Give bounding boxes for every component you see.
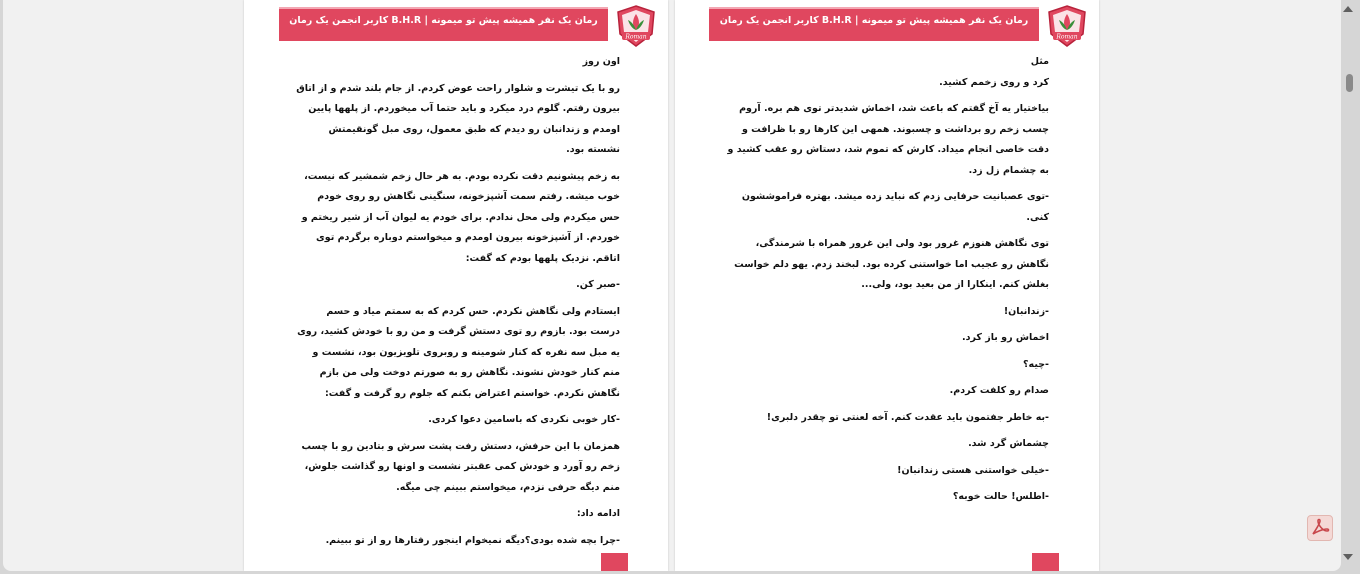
paragraph: -کار خوبی نکردی که باسامین دعوا کردی. bbox=[428, 414, 620, 425]
paragraph: -خیلی خواستنی هستی زندانبان! bbox=[897, 464, 1049, 476]
paragraph: به زخم پیشونیم دقت نکرده بودم. به هر حال زخم شمشیر که نیست، خوب میشه. رفتم سمت آشپزخونه، سنگینی نگاهش رو روی خودم حس میکردم ولی محل ندادم. برای خودم یه لیوان آب از شیر ریختم و خوردم. از آشپزخونه بیرون اومدم و میخواستم دوباره برگردم توی اتاقم. نزدیک پلهها بودم که گفت: bbox=[301, 170, 620, 264]
paragraph: صدام رو کلفت کردم. bbox=[949, 385, 1049, 396]
paragraph: ایستادم ولی نگاهش نکردم. حس کردم که به سمتم میاد و حسم درست بود. بازوم رو توی دستش گرفت و من رو با خودش کشید، روی یه مبل سه نفره که کنار شومینه و روبروی تلویزیون بود، نشست و منم کنار خودش نشوند. نگاهش رو به صورتم دوخت ولی من بازم نگاهش نکردم. خواستم اعتراض بکنم که جلوم رو گرفت و گفت: bbox=[297, 305, 620, 399]
svg-text:Roman: Roman bbox=[1056, 33, 1078, 41]
page-header-banner bbox=[709, 7, 1039, 41]
page-header-text: رمان یک نفر همیشه پیش تو میمونه | B.H.R کاربر انجمن یک رمان bbox=[289, 15, 598, 26]
paragraph: ادامه داد: bbox=[576, 508, 620, 519]
pdf-icon bbox=[1308, 516, 1332, 540]
paragraph: چشماش گرد شد. bbox=[968, 438, 1049, 449]
pdf-page-2 bbox=[244, 0, 668, 571]
paragraph: -چیه؟ bbox=[1023, 358, 1049, 370]
vertical-scrollbar[interactable] bbox=[1341, 0, 1357, 571]
paragraph: اخماش رو باز کرد. bbox=[962, 332, 1049, 343]
paragraph: -به خاطر جفتمون باید عقدت کنم. آخه لعنتی تو چقدر دلبری! bbox=[766, 411, 1049, 423]
paragraph: توی نگاهش هنوزم غرور بود ولی این غرور همراه با شرمندگی، نگاهش رو عجیب اما خواستنی کرده بود. لبخند زدم. یهو دلم خواست بغلش کنم. اینکارا از من بعید بود، ولی... bbox=[734, 238, 1049, 290]
page-body-text bbox=[727, 52, 1049, 514]
scrollbar-thumb[interactable] bbox=[1346, 74, 1353, 92]
scroll-up-icon[interactable] bbox=[1343, 6, 1353, 12]
svg-text:Roman: Roman bbox=[625, 33, 647, 41]
pdf-page-1 bbox=[675, 0, 1099, 571]
roman-logo-icon bbox=[1045, 4, 1089, 48]
scroll-down-icon[interactable] bbox=[1343, 554, 1353, 560]
roman-logo-icon bbox=[614, 4, 658, 48]
pdf-download-button[interactable] bbox=[1307, 515, 1333, 541]
paragraph: -اطلس! حالت خوبه؟ bbox=[952, 491, 1049, 502]
page-header-banner bbox=[279, 7, 608, 41]
paragraph: -چرا بچه شده بودی؟دیگه نمیخوام اینجور رفتارها رو از تو ببینم. bbox=[325, 534, 620, 546]
page-header-text: رمان یک نفر همیشه پیش تو میمونه | B.H.R کاربر انجمن یک رمان bbox=[719, 15, 1029, 26]
paragraph: رو با یک تیشرت و شلوار راحت عوض کردم. از جام بلند شدم و از اتاق بیرون رفتم. گلوم درد میکرد و باید حتما آب میخوردم. از پلهها پایین اومدم و زندانبان رو دیدم که طبق معمول، روی مبل گونقیمتش نشسته بود. bbox=[296, 82, 620, 155]
paragraph: -توی عصبانیت حرفایی زدم که نباید زده میشد. بهتره فراموششون کنی. bbox=[741, 191, 1049, 223]
page-footer-marker bbox=[601, 553, 628, 571]
paragraph: -زندانبان! bbox=[1003, 305, 1049, 317]
page-body-text bbox=[296, 52, 620, 557]
paragraph: همزمان با این حرفش، دستش رفت پشت سرش و بتادین رو با چسب زخم رو آورد و خودش کمی عقبتر نشست و اونها رو گذاشت جلوش، منم دیگه حرفی نزدم، میخواستم ببینم چی میگه. bbox=[301, 440, 620, 493]
paragraph: مثل bbox=[1030, 56, 1049, 67]
pdf-viewer bbox=[3, 0, 1341, 571]
paragraph: -صبر کن. bbox=[576, 279, 620, 290]
paragraph: کرد و روی زخمم کشید. bbox=[939, 76, 1049, 88]
paragraph: بیاختیار یه آخ گفتم که باعث شد، اخماش شدیدتر توی هم بره. آروم چسب زخم رو برداشت و چسبوند. همهی این کارها رو با ظرافت و دقت خاصی انجام میداد. کارش که تموم شد، دستاش رو عقب کشید و به چشمام زل زد. bbox=[727, 103, 1049, 176]
page-footer-marker bbox=[1032, 553, 1059, 571]
paragraph: اون روز bbox=[582, 56, 620, 67]
